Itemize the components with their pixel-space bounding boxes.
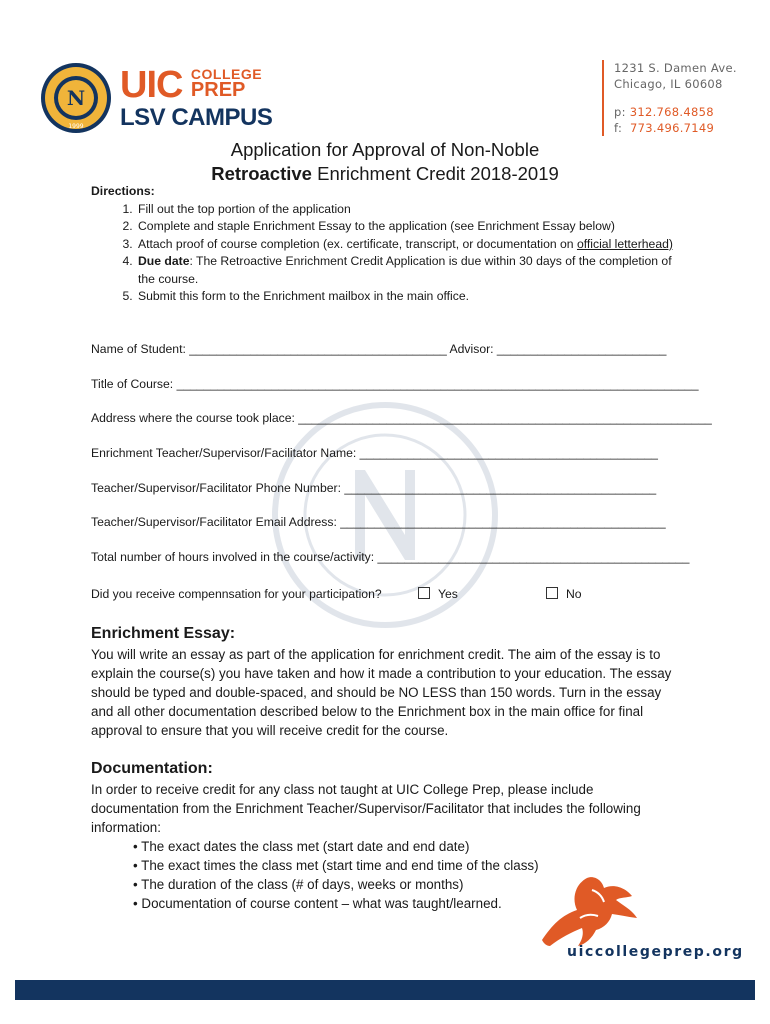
fax-number: 773.496.7149 — [630, 121, 715, 135]
direction-item: 2. Complete and staple Enrichment Essay to the application (see Enrichment Essay below) — [136, 218, 681, 236]
directions-section — [91, 183, 681, 306]
directions-heading: Directions: — [91, 184, 155, 198]
teacher-email-field[interactable]: Teacher/Supervisor/Facilitator Email Address: ________________________________________________ — [91, 515, 666, 529]
noble-seal-logo — [40, 62, 112, 134]
student-name-field[interactable]: Name of Student: ______________________________________ — [91, 342, 447, 356]
yes-label: Yes — [438, 587, 458, 601]
page-title — [0, 138, 770, 186]
essay-body: You will write an essay as part of the application for enrichment credit. The aim of the essay is to explain the course(s) you have taken and how it made a contribution to your education. The essay should be typed and double-spaced, and should be NO LESS than 150 words. Turn in the essay and all other documentation described below to the Enrichment box in the main office for final approval to ensure that you will receive credit for the course. — [91, 647, 672, 738]
address-line-2: Chicago, IL 60608 — [614, 77, 723, 91]
footer-website[interactable]: uiccollegeprep.org — [567, 944, 744, 960]
seal-year: 1999 — [68, 123, 84, 130]
directions-list — [91, 201, 681, 306]
direction-item: 3. Attach proof of course completion (ex. certificate, transcript, or documentation on official letterhead) — [136, 236, 681, 254]
title-line-2: Retroactive Enrichment Credit 2018-2019 — [211, 163, 559, 184]
documentation-heading: Documentation: — [91, 760, 213, 777]
direction-item: 4. Due date: The Retroactive Enrichment Credit Application is due within 30 days of the completion of the course. — [136, 253, 681, 288]
brand-college-text: COLLEGE — [190, 66, 263, 82]
documentation-list — [133, 837, 539, 913]
hours-field[interactable]: Total number of hours involved in the course/activity: ______________________________________________ — [91, 550, 690, 564]
brand-prep-text: PREP — [190, 79, 246, 101]
seal-letter: N — [66, 86, 86, 110]
no-option[interactable] — [546, 587, 582, 601]
documentation-body: In order to receive credit for any class not taught at UIC College Prep, please include documentation from the Enrichment Teacher/Supervisor/Facilitator that includes the following information: — [91, 782, 641, 835]
direction-item: 1. Fill out the top portion of the application — [136, 201, 681, 219]
list-item: • The exact times the class met (start time and end time of the class) — [133, 858, 539, 873]
dragon-mascot-icon — [532, 870, 642, 952]
fax-line: f: 773.496.7149 — [614, 121, 715, 135]
advisor-field[interactable]: Advisor: _________________________ — [446, 342, 667, 356]
teacher-phone-field[interactable]: Teacher/Supervisor/Facilitator Phone Number: ______________________________________________ — [91, 481, 657, 495]
course-address-field[interactable]: Address where the course took place: _____________________________________________________________ — [91, 411, 712, 425]
brand-college-prep — [190, 66, 263, 101]
yes-checkbox[interactable] — [418, 587, 430, 599]
title-line-1: Application for Approval of Non-Noble — [230, 139, 540, 160]
title-retroactive: Retroactive — [211, 163, 312, 184]
teacher-name-field[interactable]: Enrichment Teacher/Supervisor/Facilitator Name: ____________________________________________ — [91, 446, 658, 460]
course-title-field[interactable]: Title of Course: _____________________________________________________________________________ — [91, 377, 699, 391]
no-checkbox[interactable] — [546, 587, 558, 599]
phone-line: p: 312.768.4858 — [614, 105, 714, 119]
student-advisor-row — [91, 342, 666, 356]
address-line-1: 1231 S. Damen Ave. — [614, 61, 737, 75]
phone-number: 312.768.4858 — [629, 105, 714, 119]
compensation-row — [91, 587, 382, 601]
compensation-question: Did you receive compennsation for your participation? — [91, 587, 382, 601]
list-item: • Documentation of course content – what was taught/learned. — [133, 896, 502, 911]
official-letterhead-text: official letterhead) — [576, 236, 673, 251]
footer-bar — [15, 980, 755, 1000]
header-divider — [602, 60, 604, 136]
no-label: No — [566, 587, 582, 601]
yes-option[interactable] — [418, 587, 458, 601]
direction-item: 5. Submit this form to the Enrichment mailbox in the main office. — [136, 288, 681, 306]
essay-heading: Enrichment Essay: — [91, 625, 236, 642]
brand-uic-text: UIC — [120, 64, 183, 106]
brand-campus-text: LSV CAMPUS — [120, 104, 273, 131]
brand-uic-college-prep — [120, 66, 262, 104]
list-item: • The duration of the class (# of days, weeks or months) — [133, 877, 464, 892]
list-item: • The exact dates the class met (start date and end date) — [133, 839, 470, 854]
contact-block — [614, 60, 737, 136]
